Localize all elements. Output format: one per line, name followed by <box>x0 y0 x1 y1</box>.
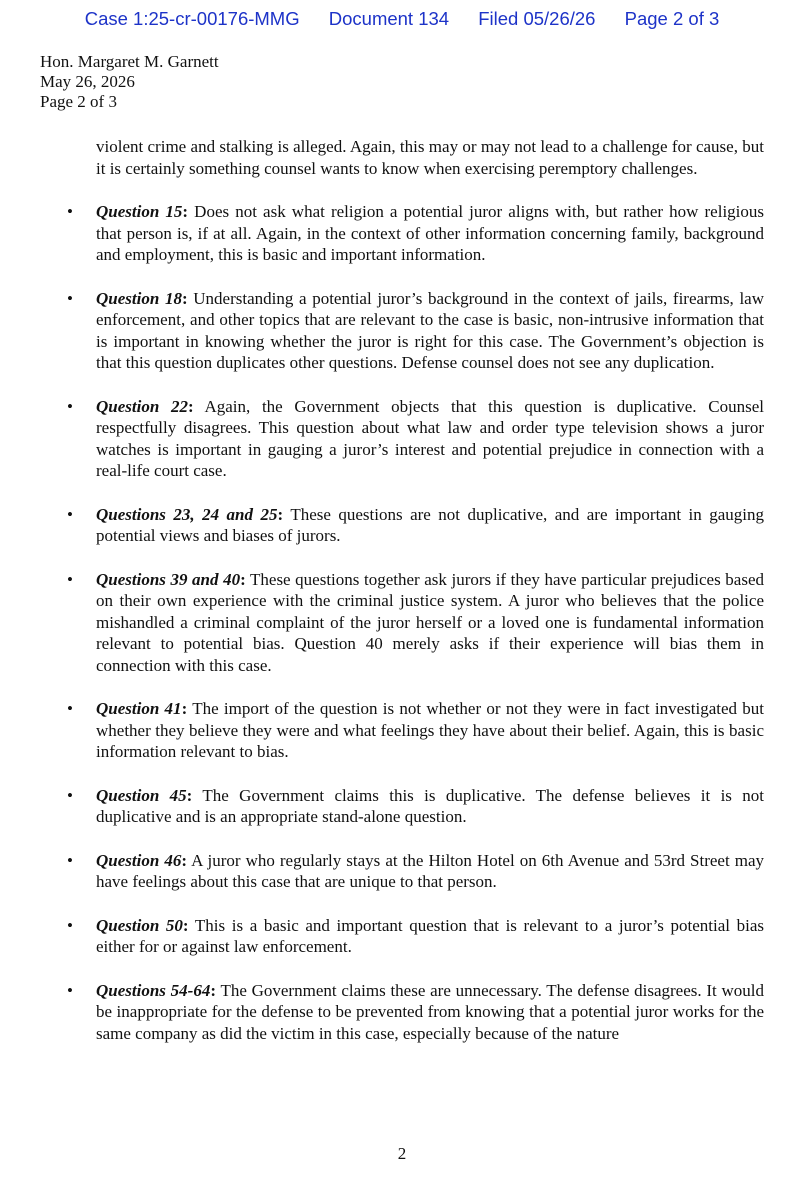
question-label: Question 50 <box>96 915 183 935</box>
question-text: The Government claims this is duplicative. The defense believes it is not duplicative and is an appropriate stand-alone question. <box>96 785 764 826</box>
question-text: Does not ask what religion a potential juror aligns with, but rather how religious that person is, if at all. Again, in the context of other information concerning family, background and employment, this is basic and important information. <box>96 202 765 264</box>
question-label: Question 15 <box>96 202 183 221</box>
list-item: • Question 46: A juror who regularly stays at the Hilton Hotel on 6th Avenue and 53rd Street may have feelings about this case that are unique to that person. <box>96 850 764 893</box>
ecf-document-number: Document 134 <box>328 8 450 29</box>
question-text: Again, the Government objects that this question is duplicative. Counsel respectfully disagrees. This question about what law and order type television shows a juror watches is important in gauging a juror’s interest and potential prejudice in connection with a real-life court case. <box>96 396 764 480</box>
list-item: • Questions 23, 24 and 25: These questions are not duplicative, and are important in gauging potential views and biases of jurors. <box>96 504 764 547</box>
list-item: • Question 50: This is a basic and important question that is relevant to a juror’s potential bias either for or against law enforcement. <box>96 915 764 958</box>
addressee: Hon. Margaret M. Garnett <box>40 52 219 71</box>
ecf-page-indicator: Page 2 of 3 <box>624 8 720 29</box>
continuation-paragraph: violent crime and stalking is alleged. Again, this may or may not lead to a challenge for cause, but it is certainly something counsel wants to know when exercising peremptory challenges. <box>96 137 764 178</box>
list-item: • Questions 54-64: The Government claims these are unnecessary. The defense disagrees. It would be inappropriate for the defense to be prevented from knowing that a potential juror works for the same company as did the victim in this case, especially because of the nature <box>96 980 764 1045</box>
ecf-case-number: Case 1:25-cr-00176-MMG <box>84 8 300 29</box>
list-item: • Question 15: Does not ask what religion a potential juror aligns with, but rather how religious that person is, if at all. Again, in the context of other information concerning family, background and employment, this is basic and important information. <box>96 201 764 266</box>
question-label: Question 22 <box>96 396 188 416</box>
letter-date: May 26, 2026 <box>40 72 135 91</box>
list-item: • Question 18: Understanding a potential juror’s background in the context of jails, firearms, law enforcement, and other topics that are relevant to the case is basic, non-intrusive information that is important in knowing whether the juror is right for this case. The Government’s objection is that this question duplicates other questions. Defense counsel does not see any duplication. <box>96 288 764 374</box>
question-label: Questions 39 and 40 <box>96 569 241 589</box>
list-item: • Question 41: The import of the question is not whether or not they were in fact investigated but whether they believe they were and what feelings they have about their belief. Again, this is basic information relevant to bias. <box>96 698 764 763</box>
question-list <box>96 201 764 1044</box>
ecf-filing-header <box>0 8 804 30</box>
list-item: • Question 45: The Government claims this is duplicative. The defense believes it is not duplicative and is an appropriate stand-alone question. <box>96 785 764 828</box>
question-text: These questions together ask jurors if they have particular prejudices based on their own experience with the criminal justice system. A juror who believes that the police mishandled a criminal complaint of the juror herself or a loved one is fundamental information relevant to potential bias. Question 40 merely asks if their experience will bias them in connection with this case. <box>96 569 764 675</box>
letter-page-indicator: Page 2 of 3 <box>40 92 117 111</box>
question-label: Question 45 <box>96 785 187 805</box>
list-item: • Question 22: Again, the Government objects that this question is duplicative. Counsel respectfully disagrees. This question about what law and order type television shows a juror watches is important in gauging a juror’s interest and potential prejudice in connection with a real-life court case. <box>96 396 764 482</box>
question-label: Question 46 <box>96 850 182 870</box>
question-text: The Government claims these are unnecessary. The defense disagrees. It would be inappropriate for the defense to be prevented from knowing that a potential juror works for the same company as did the victim in this case, especially because of the nature <box>96 980 764 1043</box>
question-label: Questions 54-64 <box>96 980 211 1000</box>
question-text: Understanding a potential juror’s background in the context of jails, firearms, law enforcement, and other topics that are relevant to the case is basic, non-intrusive information that is important in knowing whether the juror is right for this case. The Government’s objection is that this question duplicates other questions. Defense counsel does not see any duplication. <box>96 288 765 372</box>
question-label: Questions 23, 24 and 25 <box>96 504 278 524</box>
question-text: These questions are not duplicative, and are important in gauging potential views and biases of jurors. <box>96 504 764 545</box>
question-text: A juror who regularly stays at the Hilton Hotel on 6th Avenue and 53rd Street may have feelings about this case that are unique to that person. <box>96 850 765 891</box>
letter-header <box>40 52 219 112</box>
list-item: • Questions 39 and 40: These questions together ask jurors if they have particular prejudices based on their own experience with the criminal justice system. A juror who believes that the police mishandled a criminal complaint of the juror herself or a loved one is fundamental information relevant to potential bias. Question 40 merely asks if their experience will bias them in connection with this case. <box>96 569 764 677</box>
question-label: Question 18 <box>96 288 182 308</box>
letter-body <box>96 136 764 1066</box>
ecf-filed-date: Filed 05/26/26 <box>478 8 596 29</box>
question-label: Question 41 <box>96 699 182 718</box>
page-number: 2 <box>397 1144 407 1163</box>
question-text: The import of the question is not whether or not they were in fact investigated but whether they believe they were and what feelings they have about their belief. Again, this is basic information relevant to bias. <box>96 699 764 761</box>
question-text: This is a basic and important question that is relevant to a juror’s potential bias either for or against law enforcement. <box>96 915 765 956</box>
